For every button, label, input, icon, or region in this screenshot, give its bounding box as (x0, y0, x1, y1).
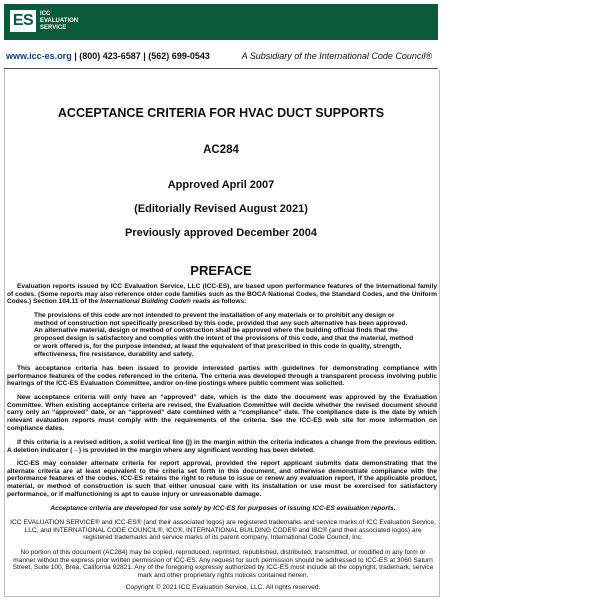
preface-paragraph-1 (7, 283, 437, 306)
logo-text-line2: EVALUATION (40, 18, 79, 24)
reproduction-notice: No portion of this document (AC284) may be copied, reproduced, reprinted, republished, distributed, transmitted, or modified in any form or manner without the express prior written permission of ICC-ES. Any request for such permission should be addressed to ICC-ES at 3060 Saturn Street, Suite 100, Brea, California 92821. Any of the foregoing expressly authorized by ICC-ES must include all the copyright, trademark, service mark and other proprietary rights notices contained herein. (12, 549, 434, 580)
preface-paragraph-3: This acceptance criteria has been issued to provide interested parties with guidelines for demonstrating compliance with performance features of the codes referenced in the criteria. The criteria was developed through a transparent process involving public hearings of the ICC-ES Evaluation Committee, and/or on-line postings where public comment was solicited. (7, 365, 437, 388)
trademark-notice: ICC EVALUATION SERVICE® and ICC-ES® (and their associated logos) are registered trademarks and service marks of ICC Evaluation Service, LLC, and INTERNATIONAL CODE COUNCIL®, ICC®, INTERNATIONAL BUILDING CODE® and IBC® (and their associated logos) are registered trademarks and service marks of its parent company, International Code Council, Inc. (10, 519, 436, 542)
p1-text-a: Evaluation reports issued by ICC Evaluation Service, LLC (ICC-ES), are based upon performance features of the International family of codes. (Some reports may also reference older code families such as the BOCA National Codes, the Standard Codes, and the Uniform Codes.) Section 104.11 of the (7, 283, 437, 306)
phone-number-1: (800) 423-6587 (79, 51, 141, 61)
usage-note: Acceptance criteria are developed for use solely by ICC-ES for purposes of issuing ICC-ES evaluation reports. (50, 505, 396, 512)
ibc-title: International Building Code (100, 298, 187, 306)
logo-text-line1: ICC (40, 11, 51, 17)
header-bar (4, 4, 438, 40)
previous-approval-date: Previously approved December 2004 (125, 227, 317, 239)
contact-info (6, 51, 210, 61)
subsidiary-tagline: A Subsidiary of the International Code Council® (241, 51, 432, 61)
preface-paragraph-5: If this criteria is a revised edition, a solid vertical line (|) in the margin within the criteria indicates a change from the previous edition. A deletion indicator (→) is provided in the margin where any significant wording has been deleted. (7, 439, 437, 454)
phone-number-2: (562) 699-0543 (148, 51, 210, 61)
separator: | (140, 51, 149, 61)
logo-text-line3: SERVICE (40, 25, 67, 31)
document-code: AC284 (203, 144, 239, 156)
p1-text-b: ® reads as follows: (186, 298, 247, 306)
icc-es-logo: ES (10, 10, 36, 32)
contact-bar (4, 46, 438, 69)
revised-date: (Editorially Revised August 2021) (134, 203, 308, 215)
website-link[interactable]: www.icc-es.org (6, 51, 72, 61)
logo-text (40, 11, 78, 32)
approved-date: Approved April 2007 (167, 179, 275, 191)
copyright-notice: Copyright © 2021 ICC Evaluation Service, LLC. All rights reserved. (125, 584, 321, 591)
separator: | (71, 51, 80, 61)
preface-heading: PREFACE (190, 263, 252, 278)
preface-paragraph-6: ICC-ES may consider alternate criteria for report approval, provided the report applicant submits data demonstrating that the alternate criteria are at least equivalent to the criteria set forth in this document, and otherwise demonstrate compliance with the performance features of the codes. ICC-ES retains the right to refuse to issue or renew any evaluation report, if the applicable product, material, or method of construction is such that either unusual care with its installation or use must be exercised for satisfactory performance, or if malfunctioning is apt to cause injury or unreasonable damage. (7, 460, 437, 498)
preface-paragraph-4: New acceptance criteria will only have an “approved” date, which is the date the document was approved by the Evaluation Committee. When existing acceptance criteria are revised, the Evaluation Committee will decide whether the revised document should carry only an “approved” date, or an “approved” date combined with a “compliance” date. The compliance date is the date by which relevant evaluation reports must comply with the requirements of the criteria. See the ICC-ES web site for more information on compliance dates. (7, 394, 437, 432)
code-quote: The provisions of this code are not intended to prevent the installation of any materials or to prohibit any design or method of construction not specifically prescribed by this code, provided that any such alternative has been approved. An alternative material, design or method of construction shall be approved where the building official finds that the proposed design is satisfactory and complies with the intent of the provisions of this code, and that the material, method or work offered is, for the purpose intended, at least the equivalent of that prescribed in this code in quality, strength, effectiveness, fire resistance, durability and safety. (34, 312, 414, 358)
document-title: ACCEPTANCE CRITERIA FOR HVAC DUCT SUPPORTS (57, 106, 385, 120)
